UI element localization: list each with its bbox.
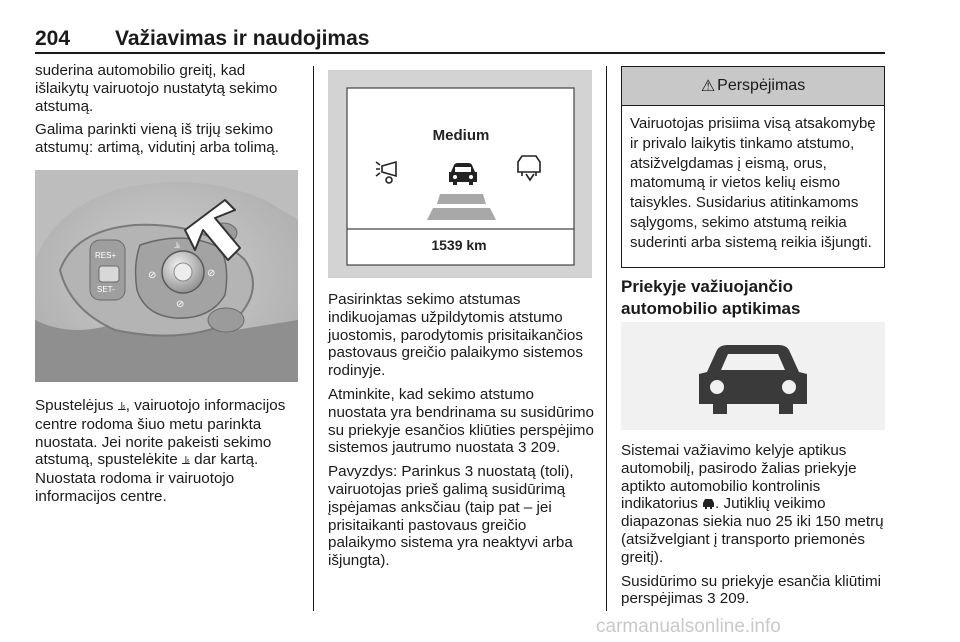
page-reference: 3 209. [517, 439, 561, 457]
page-header [35, 27, 885, 51]
warning-header [622, 67, 884, 106]
paragraph: Susidūrimo su priekyje esančia kliūtimi perspėjimas 3 209. [621, 572, 881, 608]
column-divider-2 [606, 66, 607, 611]
paragraph: Galima parinkti vieną iš trijų sekimo atstumų: artimą, vidutinį arba tolimą. [35, 121, 279, 157]
paragraph: suderina automobilio greitį, kad išlaikytų vairuotojo nustatytą sekimo atstumą. [35, 62, 278, 115]
page-title: Važiavimas ir naudojimas [115, 27, 370, 50]
column-1-lower [35, 397, 303, 512]
odometer-readout: 1539 km [431, 237, 487, 253]
svg-text:⫡: ⫡ [174, 241, 181, 251]
distance-bar-1 [437, 194, 486, 204]
steering-wheel-illustration [35, 170, 298, 382]
set-label: SET- [97, 285, 115, 294]
paragraph: Pasirinktas sekimo atstumas indikuojamas užpildytomis atstumo juostomis, parodytomis prisitaikančios pastovaus greičio palaikymo sistemos rodinyje. [328, 291, 583, 380]
vehicle-ahead-indicator-icon [621, 322, 885, 430]
column-divider-1 [313, 66, 314, 611]
paragraph: Pavyzdys: Parinkus 3 nuostatą (toli), vairuotojas prieš galimą susidūrimą įspėjamas anksčiau (taip pat – jei prisitaikanti pastovaus greičio palaikymo sistema yra neaktyvi arba išjungta). [328, 463, 574, 570]
paragraph: Sistemai važiavimo kelyje aptikus automobilį, pasirodo žalias priekyje aptikto automobilio kontrolinis indikatorius . Jutiklių veikimo diapazonas siekia nuo 25 iki 150 metrų (atsižvelgiant į transporto priemonės greitį). [621, 442, 884, 566]
warning-box [621, 66, 885, 268]
driver-info-display-image [328, 70, 592, 278]
svg-text:⊘: ⊘ [176, 299, 185, 310]
distance-setting-label: Medium [432, 127, 490, 144]
distance-bar-2 [427, 208, 496, 220]
svg-text:⊘: ⊘ [207, 268, 216, 279]
watermark: carmanualsonline.info [596, 616, 781, 637]
column-2 [328, 291, 594, 576]
page-number: 204 [35, 27, 71, 50]
vehicle-detected-image [621, 322, 885, 430]
paragraph: Atminkite, kad sekimo atstumo nuostata yra bendrinama su susidūrimo su priekyje esančios kliūties perspėjimo sistemos jautrumo nuostata 3 209. [328, 385, 594, 457]
display-illustration [328, 70, 592, 278]
warning-heading: Perspėjimas [717, 77, 806, 94]
steering-wheel-image [35, 170, 298, 382]
svg-text:⊘: ⊘ [148, 270, 157, 281]
follow-distance-icon: ⫡ [181, 453, 190, 468]
header-rule [35, 52, 885, 54]
warning-triangle-icon: ⚠ [700, 78, 716, 95]
follow-distance-icon: ⫡ [117, 399, 126, 413]
res-label: RES+ [95, 251, 117, 260]
vehicle-ahead-indicator-icon [702, 498, 715, 509]
section-heading: Priekyje važiuojančio automobilio aptikimas [621, 277, 801, 318]
column-3 [621, 442, 885, 614]
column-1 [35, 62, 300, 163]
paragraph: Spustelėjus ⫡, vairuotojo informacijos centre rodoma šiuo metu parinkta nuostata. Jei norite pakeisti sekimo atstumą, spustelėkite ⫡ dar kartą. Nuostata rodoma ir vairuotojo informacijos centre. [35, 397, 286, 505]
warning-body: Vairuotojas prisiima visą atsakomybę ir privalo laikytis tinkamo atstumo, atsižvelgdamas į eismą, orus, matomumą ir vietos kelių eismo taisykles. Susidarius atitinkamoms sąlygoms, sekimo atstumą reikia suderinti arba sistemą reikia išjungti. [630, 115, 876, 251]
page-reference: 3 209. [707, 590, 750, 608]
